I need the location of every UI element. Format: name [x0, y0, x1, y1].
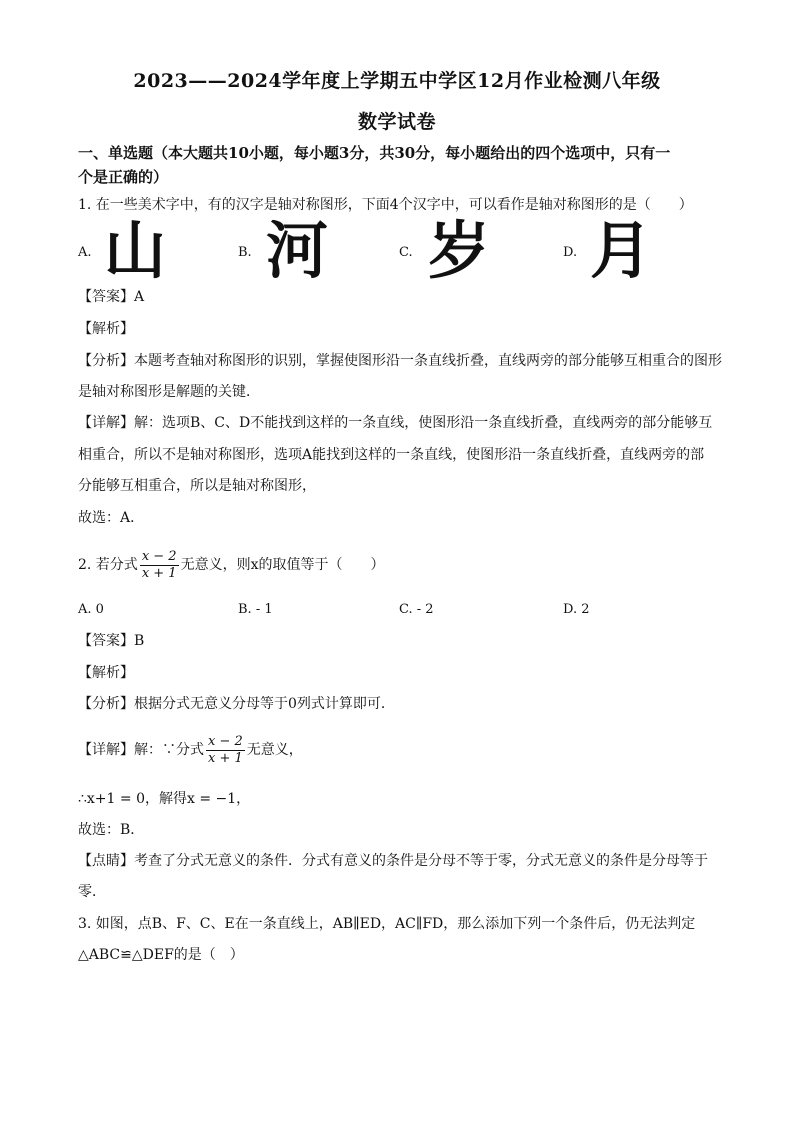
- q1-jiexi: 【解析】: [78, 321, 134, 337]
- q2-detail-fraction: [206, 734, 245, 767]
- q2-option-a: A. 0: [78, 602, 104, 617]
- question-2-stem: [78, 545, 718, 585]
- q2-detail-suffix: 无意义，: [246, 742, 303, 758]
- q1-option-b-label: B.: [238, 245, 252, 260]
- q1-option-c-label: C.: [399, 245, 413, 260]
- q2-option-b: B. - 1: [238, 602, 273, 617]
- q2-comment-line-1: 【点睛】考查了分式无意义的条件．分式有意义的条件是分母不等于零，分式无意义的条件是分母等于: [78, 853, 708, 869]
- section-heading: 一、单选题（本大题共10小题，每小题3分，共30分，每小题给出的四个选项中，只有一: [78, 144, 671, 162]
- question-3-stem-line-1: 3. 如图，点B、F、C、E在一条直线上，AB∥ED，AC∥FD，那么添加下列一个条件后，仍无法判定: [78, 916, 696, 932]
- section-heading-cont: 个是正确的）: [78, 168, 169, 186]
- exam-title: 2023——2024学年度上学期五中学区12月作业检测八年级: [133, 70, 661, 92]
- q2-fraction: [140, 549, 179, 582]
- q1-detail-line-2: 相重合，所以不是轴对称图形，选项A能找到这样的一条直线，使图形沿一条直线折叠，直线两旁的部: [78, 447, 705, 463]
- q1-detail-line-1: 【详解】解：选项B、C、D不能找到这样的一条直线，使图形沿一条直线折叠，直线两旁的部分能够互: [78, 415, 713, 431]
- q2-jiexi: 【解析】: [78, 665, 134, 681]
- q2-option-d: D. 2: [563, 602, 590, 617]
- q2-answer: 【答案】B: [78, 633, 145, 649]
- q1-option-d-label: D.: [563, 245, 578, 260]
- q2-detail: [78, 730, 718, 770]
- q1-analysis-line-2: 是轴对称图形是解题的关键．: [78, 384, 260, 400]
- q1-option-a-glyph: 山: [104, 214, 167, 287]
- q2-option-c: C. - 2: [399, 602, 434, 617]
- exam-subtitle: 数学试卷: [357, 111, 436, 133]
- q2-analysis: 【分析】根据分式无意义分母等于0列式计算即可．: [78, 696, 395, 712]
- q2-stem-prefix: 2. 若分式: [78, 557, 138, 573]
- q1-detail-line-3: 分能够互相重合，所以是轴对称图形，: [78, 478, 316, 494]
- q1-answer: 【答案】A: [78, 289, 145, 305]
- q2-detail-fraction-numerator: x − 2: [208, 733, 243, 749]
- q2-step: ∴x+1 = 0，解得x = −1，: [78, 791, 251, 807]
- q1-choose: 故选：A．: [78, 510, 145, 526]
- q2-stem-suffix: 无意义，则x的取值等于（ ）: [180, 557, 385, 573]
- q2-comment-line-2: 零．: [78, 884, 106, 900]
- q1-option-a-label: A.: [78, 245, 92, 260]
- q1-option-c-glyph: 岁: [428, 214, 491, 287]
- q2-detail-prefix: 【详解】解：∵分式: [78, 742, 204, 758]
- q1-option-b-glyph: 河: [266, 214, 329, 287]
- q2-fraction-numerator: x − 2: [141, 548, 177, 564]
- q1-analysis-line-1: 【分析】本题考查轴对称图形的识别，掌握使图形沿一条直线折叠，直线两旁的部分能够互相重合的图形: [78, 353, 722, 369]
- q2-fraction-denominator: x + 1: [141, 565, 177, 581]
- q2-detail-fraction-denominator: x + 1: [208, 750, 243, 766]
- q2-choose: 故选：B．: [78, 822, 145, 838]
- question-1-stem: 1. 在一些美术字中，有的汉字是轴对称图形，下面4个汉字中，可以看作是轴对称图形的是（ ）: [78, 197, 693, 213]
- q1-option-d-glyph: 月: [590, 214, 653, 287]
- question-3-stem-line-2: △ABC≌△DEF的是（ ）: [78, 947, 244, 963]
